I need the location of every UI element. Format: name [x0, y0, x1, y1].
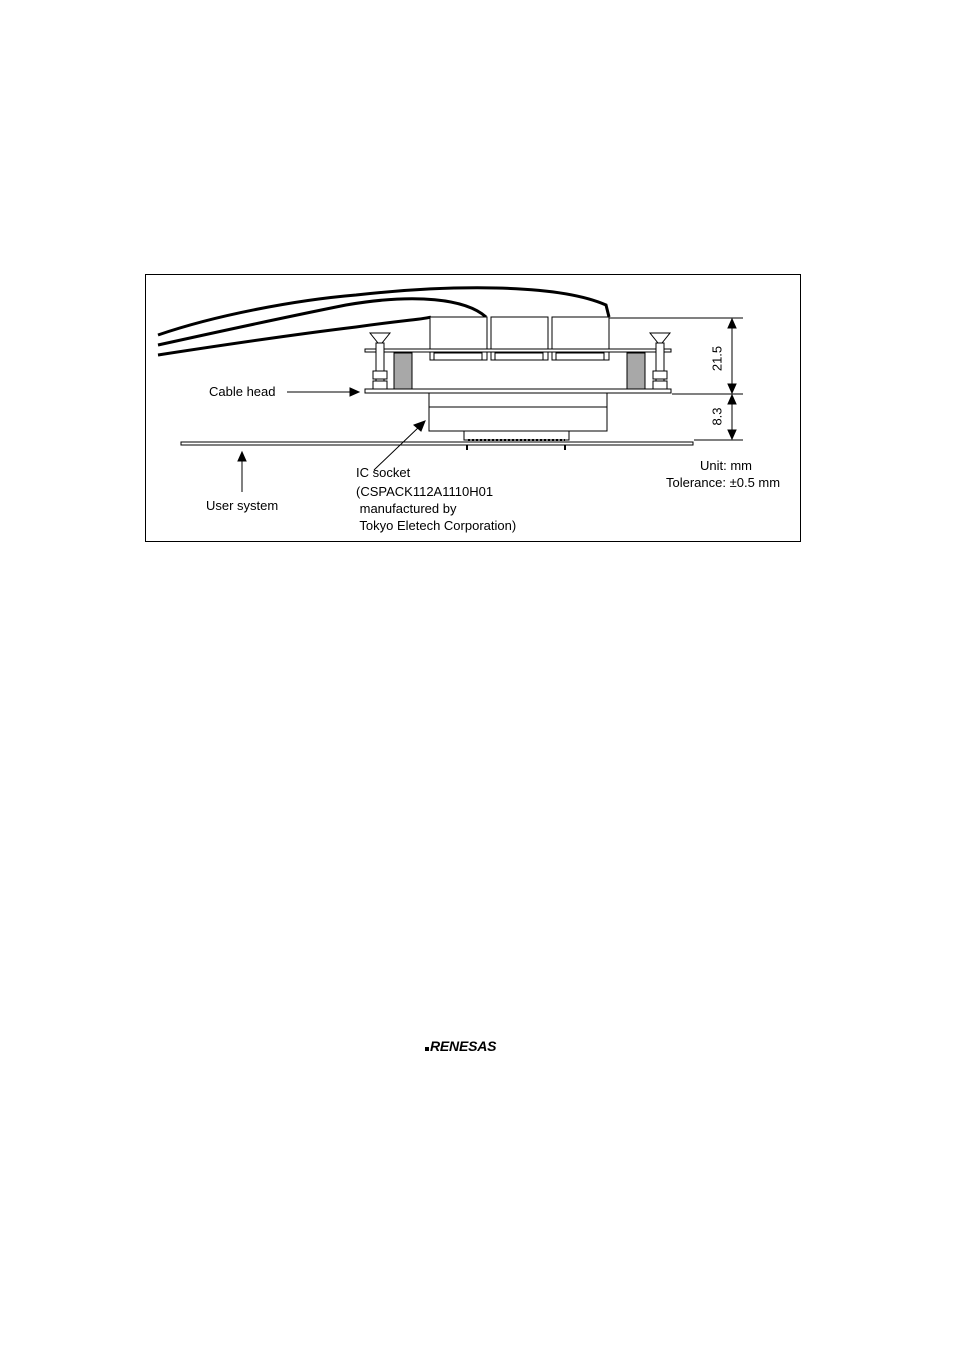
ic-socket-label-line-4: Tokyo Eletech Corporation) — [356, 518, 517, 533]
user-system-board — [181, 442, 693, 445]
screw-right — [650, 333, 670, 389]
ic-socket-top — [429, 393, 607, 407]
cable-head-mounting-diagram — [145, 274, 801, 542]
ic-socket-label-line-2: (CSPACK112A1110H01 — [356, 484, 494, 499]
renesas-logo — [424, 1038, 524, 1058]
connectors — [430, 317, 609, 360]
unit-label: Unit: mm — [700, 458, 752, 473]
ic-socket-body — [429, 407, 607, 431]
logo-text: RENESAS — [430, 1038, 497, 1054]
spacer-left — [394, 353, 412, 389]
dimension-lower: 8.3 — [709, 407, 725, 426]
cable-head-label: Cable head — [209, 384, 276, 399]
user-system-label: User system — [206, 498, 279, 513]
upper-board — [365, 349, 671, 352]
spacer-right — [627, 353, 645, 389]
ic-socket-label-line-1: IC socket — [356, 465, 411, 480]
screw-left — [370, 333, 390, 389]
ic-socket-label-line-3: manufactured by — [356, 501, 457, 516]
tolerance-label: Tolerance: ±0.5 mm — [666, 475, 781, 490]
dimension-upper: 21.5 — [709, 345, 725, 372]
cable-head-board — [365, 389, 671, 393]
ic-socket-base — [464, 431, 569, 440]
